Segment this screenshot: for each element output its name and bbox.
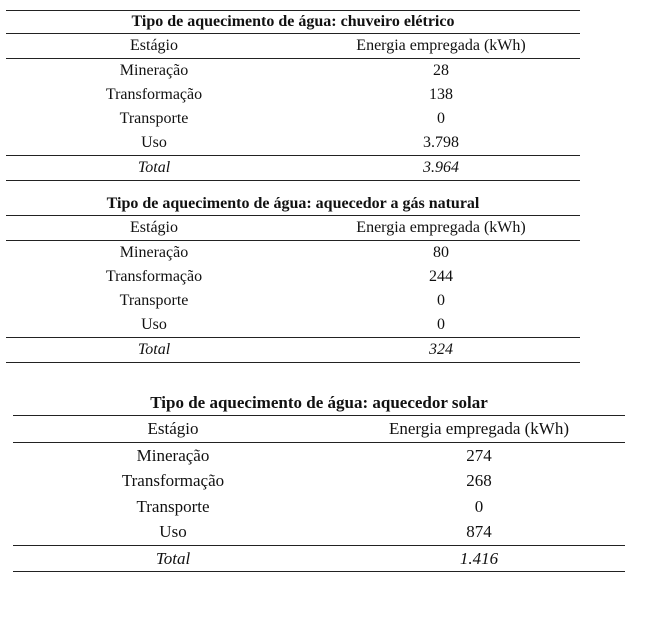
stage-cell: Transporte <box>119 110 189 127</box>
energy-cell: 80 <box>433 244 449 261</box>
table-row <box>13 519 625 545</box>
table-row <box>6 265 580 289</box>
energy-cell: 268 <box>466 471 492 490</box>
table-header-row <box>13 416 625 443</box>
table-row <box>13 443 625 469</box>
total-label: Total <box>137 159 171 176</box>
total-label: Total <box>155 548 191 568</box>
table-row <box>6 107 580 131</box>
table-natural-gas-heater <box>6 193 580 363</box>
table-total-row <box>6 337 580 363</box>
table-row <box>13 494 625 520</box>
stage-cell: Uso <box>159 522 187 541</box>
column-header-stage: Estágio <box>130 219 178 236</box>
table-row <box>6 131 580 155</box>
table-row <box>6 59 580 83</box>
total-label: Total <box>137 341 171 358</box>
column-header-energy: Energia empregada (kWh) <box>356 37 526 54</box>
energy-cell: 138 <box>429 86 453 103</box>
stage-cell: Transporte <box>136 496 210 516</box>
total-value: 1.416 <box>459 548 499 568</box>
total-value: 3.964 <box>423 159 459 176</box>
energy-cell: 0 <box>437 316 445 333</box>
energy-cell: 28 <box>433 62 449 79</box>
table-row <box>6 83 580 107</box>
stage-cell: Uso <box>141 316 167 333</box>
stage-cell: Transformação <box>105 86 203 103</box>
energy-cell: 3.798 <box>423 134 459 151</box>
energy-cell: 244 <box>429 268 453 285</box>
energy-cell: 0 <box>437 110 445 127</box>
table-total-row <box>6 155 580 181</box>
column-header-energy: Energia empregada (kWh) <box>356 219 526 236</box>
table-electric-shower <box>6 10 580 181</box>
stage-cell: Transformação <box>121 471 225 490</box>
table-title: Tipo de aquecimento de água: aquecedor solar <box>13 391 625 416</box>
stage-cell: Mineração <box>119 244 189 261</box>
energy-cell: 0 <box>437 292 445 309</box>
column-header-stage: Estágio <box>147 419 199 438</box>
stage-cell: Mineração <box>119 62 189 79</box>
table-row <box>6 241 580 265</box>
energy-cell: 874 <box>466 522 492 541</box>
stage-cell: Transformação <box>105 268 203 285</box>
column-header-stage: Estágio <box>130 37 178 54</box>
table-header-row <box>6 216 580 241</box>
energy-cell: 274 <box>466 445 492 465</box>
total-value: 324 <box>429 341 453 358</box>
energy-cell: 0 <box>474 496 484 516</box>
stage-cell: Uso <box>141 134 167 151</box>
table-title: Tipo de aquecimento de água: aquecedor a gás natural <box>6 193 580 216</box>
table-row <box>6 289 580 313</box>
stage-cell: Mineração <box>136 445 210 465</box>
table-header-row <box>6 34 580 59</box>
table-row <box>6 313 580 337</box>
stage-cell: Transporte <box>119 292 189 309</box>
table-title: Tipo de aquecimento de água: chuveiro elétrico <box>6 11 580 34</box>
table-total-row <box>13 545 625 573</box>
column-header-energy: Energia empregada (kWh) <box>389 419 569 438</box>
table-row <box>13 468 625 494</box>
table-solar-heater <box>13 391 625 572</box>
